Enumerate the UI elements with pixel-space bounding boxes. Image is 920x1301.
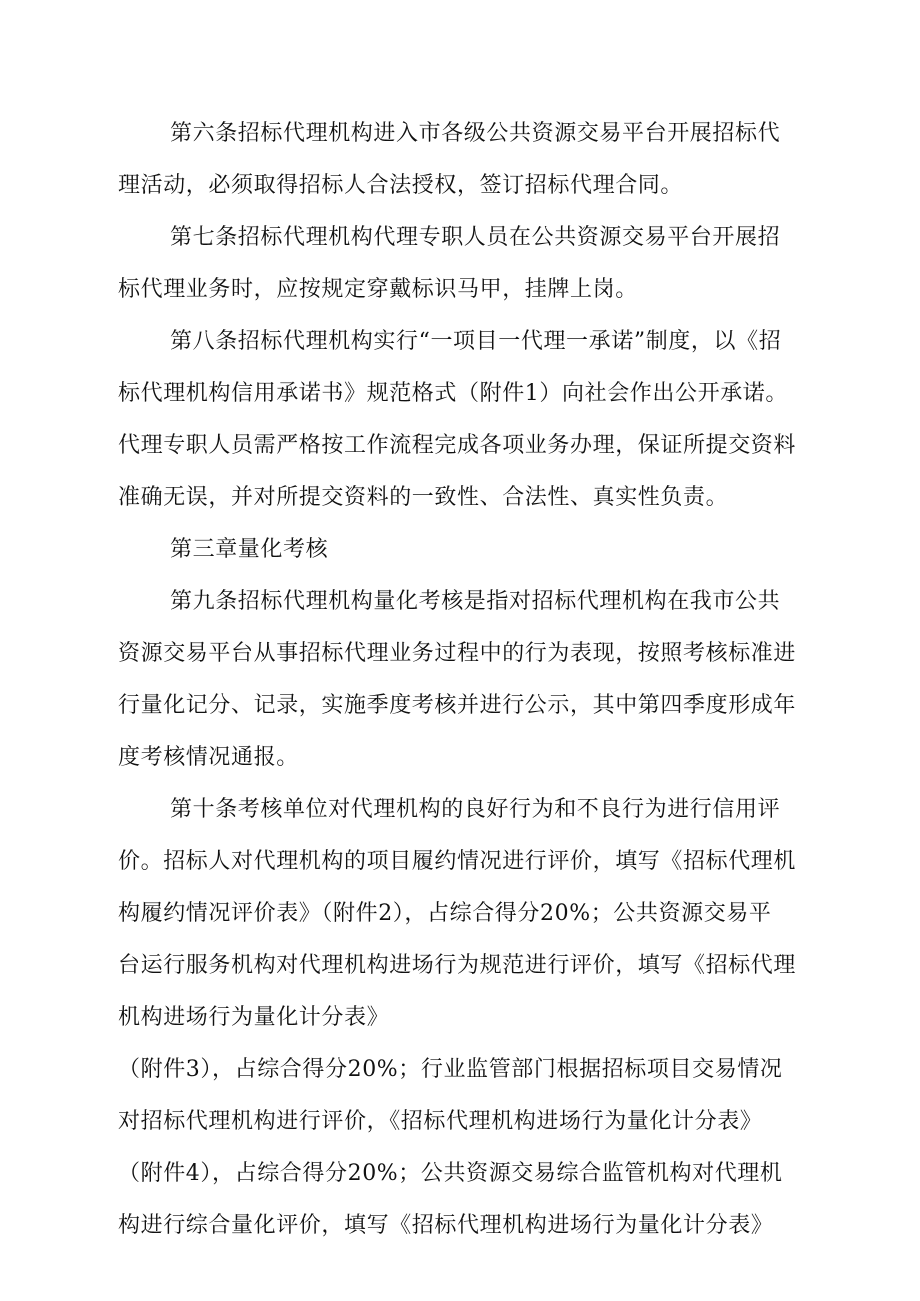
article-10-line-6: （附件3），占综合得分20%；行业监管部门根据招标项目交易情况	[118, 1057, 783, 1082]
document-body	[118, 108, 808, 1252]
article-9-line-4: 度考核情况通报。	[118, 745, 299, 770]
article-6-line-2: 理活动，必须取得招标人合法授权，签订招标代理合同。	[118, 173, 684, 198]
article-8-line-3: 代理专职人员需严格按工作流程完成各项业务办理，保证所提交资料	[118, 433, 797, 458]
article-6-line-1: 第六条招标代理机构进入市各级公共资源交易平台开展招标代	[170, 121, 781, 146]
article-9-line-3: 行量化记分、记录，实施季度考核并进行公示，其中第四季度形成年	[118, 693, 797, 718]
article-10-line-4: 台运行服务机构对代理机构进场行为规范进行评价，填写《招标代理	[118, 953, 797, 978]
article-10-line-7: 对招标代理机构进行评价，《招标代理机构进场行为量化计分表》	[118, 1109, 763, 1134]
article-8-line-1: 第八条招标代理机构实行“一项目一代理一承诺”制度，以《招	[170, 329, 782, 354]
article-7-line-2: 标代理业务时，应按规定穿戴标识马甲，挂牌上岗。	[118, 277, 638, 302]
article-9-line-2: 资源交易平台从事招标代理业务过程中的行为表现，按照考核标准进	[118, 641, 797, 666]
article-8-line-4: 准确无误，并对所提交资料的一致性、合法性、真实性负责。	[118, 485, 729, 510]
article-10-line-1: 第十条考核单位对代理机构的良好行为和不良行为进行信用评	[170, 797, 781, 822]
article-7-line-1: 第七条招标代理机构代理专职人员在公共资源交易平台开展招	[170, 225, 781, 250]
article-10-line-9: 构进行综合量化评价，填写《招标代理机构进场行为量化计分表》	[118, 1213, 774, 1238]
article-9-line-1: 第九条招标代理机构量化考核是指对招标代理机构在我市公共	[170, 589, 781, 614]
article-10-line-8: （附件4），占综合得分20%；公共资源交易综合监管机构对代理机	[118, 1161, 783, 1186]
article-10-line-2: 价。招标人对代理机构的项目履约情况进行评价，填写《招标代理机	[118, 849, 797, 874]
article-8-line-2: 标代理机构信用承诺书》规范格式（附件1）向社会作出公开承诺。	[118, 381, 788, 406]
chapter-3-heading: 第三章量化考核	[170, 537, 329, 562]
article-10-line-5: 机构进场行为量化计分表》	[118, 1005, 390, 1030]
article-10-line-3: 构履约情况评价表》（附件2），占综合得分20%；公共资源交易平	[118, 901, 772, 926]
